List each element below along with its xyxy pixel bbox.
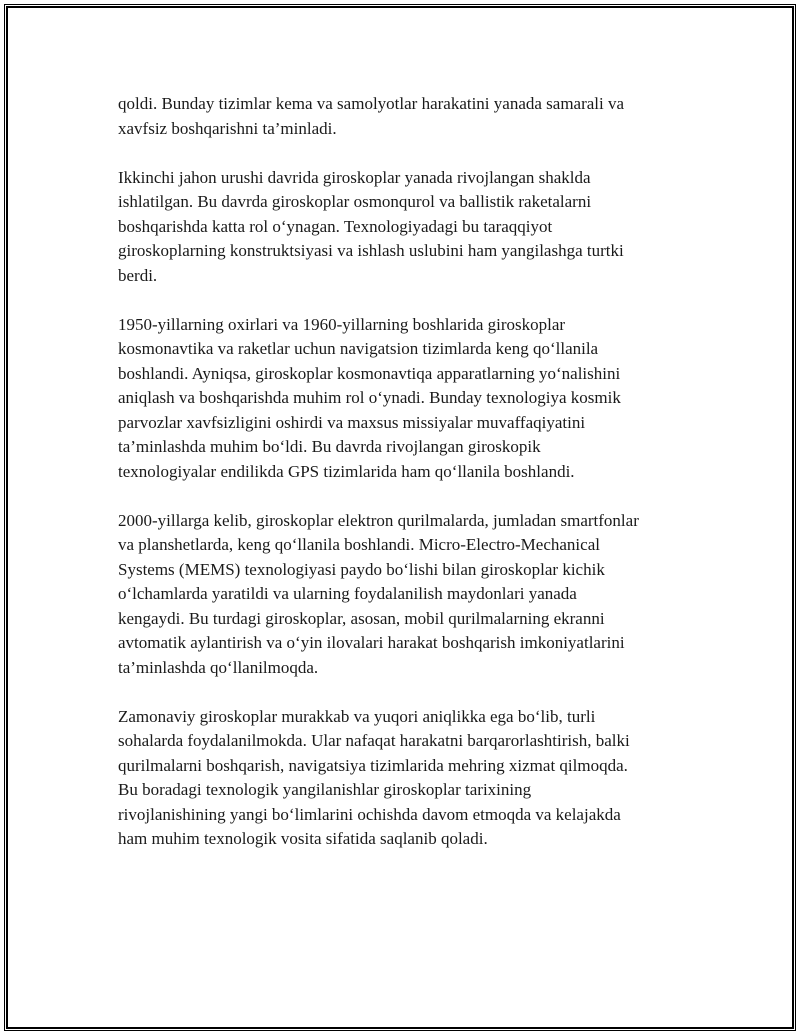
- paragraph-2: [118, 166, 698, 289]
- paragraph-line: xavfsiz boshqarishni ta’minladi.: [118, 118, 337, 138]
- paragraph-line: ta’minlashda muhim bo‘ldi. Bu davrda rivojlangan giroskopik: [118, 437, 541, 456]
- paragraph-line: kosmonavtika va raketlar uchun navigatsion tizimlarda keng qo‘llanila: [118, 339, 599, 358]
- paragraph-line: kengaydi. Bu turdagi giroskoplar, asosan, mobil qurilmalarning ekranni: [118, 608, 605, 628]
- paragraph-line: Systems (MEMS) texnologiyasi paydo bo‘lishi bilan giroskoplar kichik: [118, 559, 605, 579]
- paragraph-line: rivojlanishining yangi bo‘limlarini ochishda davom etmoqda va kelajakda: [118, 804, 621, 824]
- paragraph-line: ta’minlashda qo‘llanilmoqda.: [118, 657, 319, 677]
- paragraph-4: [118, 509, 698, 681]
- paragraph-line: boshqarishda katta rol o‘ynagan. Texnologiyadagi bu taraqqiyot: [118, 216, 553, 236]
- paragraph-line: giroskoplarning konstruktsiyasi va ishlash uslubini ham yangilashga turtki: [118, 241, 624, 260]
- document-body: [118, 92, 698, 852]
- paragraph-line: Bu boradagi texnologik yangilanishlar giroskoplar tarixining: [118, 780, 532, 799]
- paragraph-3: [118, 313, 698, 485]
- paragraph-line: qoldi. Bunday tizimlar kema va samolyotlar harakatini yanada samarali va: [118, 94, 625, 113]
- paragraph-1: [118, 92, 698, 141]
- paragraph-line: boshlandi. Ayniqsa, giroskoplar kosmonavtiqa apparatlarning yo‘nalishini: [118, 363, 621, 383]
- paragraph-line: ishlatilgan. Bu davrda giroskoplar osmonqurol va ballistik raketalarni: [118, 192, 592, 211]
- paragraph-line: ham muhim texnologik vosita sifatida saqlanib qoladi.: [118, 829, 488, 848]
- paragraph-line: berdi.: [118, 265, 158, 285]
- paragraph-line: texnologiyalar endilikda GPS tizimlarida ham qo‘llanila boshlandi.: [118, 461, 575, 481]
- paragraph-line: avtomatik aylantirish va o‘yin ilovalari harakat boshqarish imkoniyatlarini: [118, 633, 625, 652]
- paragraph-5: [118, 705, 698, 852]
- paragraph-line: 2000-yillarga kelib, giroskoplar elektron qurilmalarda, jumladan smartfonlar: [118, 510, 639, 530]
- paragraph-line: 1950-yillarning oxirlari va 1960-yillarning boshlarida giroskoplar: [118, 314, 566, 334]
- paragraph-line: va planshetlarda, keng qo‘llanila boshlandi. Micro-Electro-Mechanical: [118, 535, 600, 554]
- paragraph-line: parvozlar xavfsizligini oshirdi va maxsus missiyalar muvaffaqiyatini: [118, 412, 586, 432]
- paragraph-line: Zamonaviy giroskoplar murakkab va yuqori aniqlikka ega bo‘lib, turli: [118, 706, 596, 726]
- paragraph-line: sohalarda foydalanilmokda. Ular nafaqat harakatni barqarorlashtirish, balki: [118, 731, 630, 750]
- paragraph-line: aniqlash va boshqarishda muhim rol o‘ynadi. Bunday texnologiya kosmik: [118, 388, 621, 407]
- paragraph-line: o‘lchamlarda yaratildi va ularning foydalanilish maydonlari yanada: [118, 584, 577, 603]
- paragraph-line: Ikkinchi jahon urushi davrida giroskoplar yanada rivojlangan shaklda: [118, 167, 591, 187]
- paragraph-line: qurilmalarni boshqarish, navigatsiya tizimlarida mehring xizmat qilmoqda.: [118, 755, 628, 775]
